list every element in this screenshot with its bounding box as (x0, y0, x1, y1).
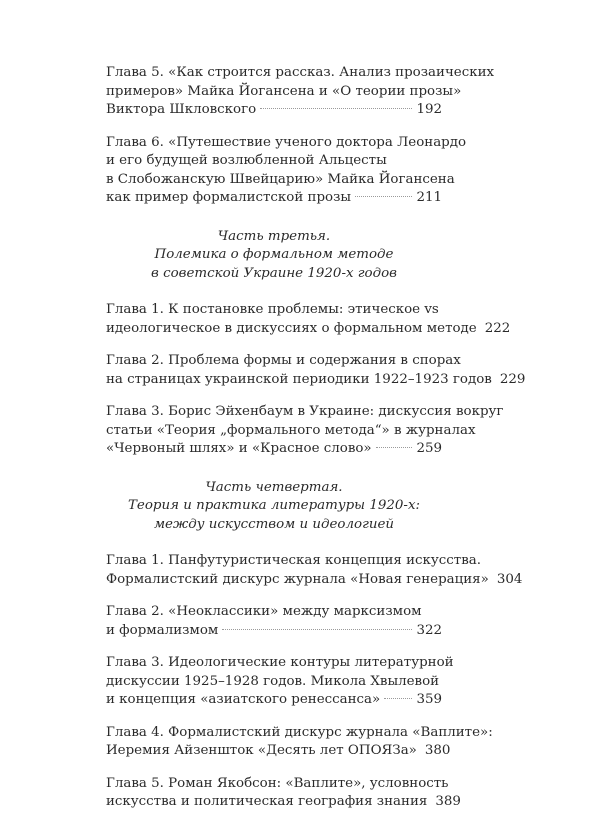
part-three-heading (106, 228, 442, 284)
dot-leader (222, 629, 412, 630)
page-number: 222 (484, 320, 511, 336)
entry-line: и формализмом (106, 622, 219, 638)
part-subtitle: Полемика о формальном методе (154, 247, 394, 262)
part-subtitle: между искусством и идеологией (153, 516, 395, 532)
entry-line: «Червоный шлях» и «Красное слово» (106, 441, 372, 456)
entry-line: Глава 5. «Как строится рассказ. Анализ прозаических (106, 65, 495, 80)
entry-line: и его будущей возлюбленной Альцесты (106, 153, 387, 168)
page-number: 229 (499, 371, 526, 387)
toc-entry-ch6-journey (106, 134, 467, 208)
page-number: 359 (416, 692, 442, 707)
part-four-heading (106, 479, 442, 535)
dot-leader (355, 196, 412, 197)
entry-line: Глава 5. Роман Якобсон: «Ваплите», условность (106, 775, 449, 791)
toc-entry-p3-ch3 (106, 403, 504, 459)
toc-entry-p3-ch1 (106, 301, 511, 338)
entry-line: Глава 6. «Путешествие ученого доктора Леонардо (106, 134, 467, 150)
entry-line: Глава 1. Панфутуристическая концепция искусства. (106, 553, 481, 568)
toc-entry-p4-ch5 (106, 775, 461, 812)
entry-line: примеров» Майка Йогансена и «О теории прозы» (106, 83, 462, 99)
entry-line: как пример формалистской прозы (106, 190, 352, 205)
entry-line: Глава 2. «Неоклассики» между марксизмом (106, 604, 422, 619)
toc-entry-p4-ch1 (106, 552, 523, 589)
part-title: Часть третья. (217, 228, 331, 244)
dot-leader (260, 108, 412, 109)
dot-leader (384, 698, 412, 699)
toc-entry-p3-ch2 (106, 352, 526, 389)
page-number: 192 (416, 102, 442, 117)
entry-line: Виктора Шкловского (106, 102, 257, 117)
entry-line: дискуссии 1925–1928 годов. Микола Хвылевой (106, 673, 440, 689)
entry-line: Иеремия Айзеншток «Десять лет ОПОЯЗа» (106, 743, 417, 758)
entry-line: Глава 3. Борис Эйхенбаум в Украине: дискуссия вокруг (106, 404, 504, 419)
toc-entry-p4-ch2 (106, 603, 442, 640)
entry-line: Глава 3. Идеологические контуры литературной (106, 655, 454, 670)
toc-entry-p4-ch4 (106, 724, 493, 761)
part-subtitle: в советской Украине 1920-х годов (151, 265, 397, 281)
toc-entry-ch5-how-story-built (106, 64, 495, 120)
page-number: 322 (416, 622, 442, 638)
dot-leader (376, 447, 413, 448)
entry-line: и концепция «азиатского ренессанса» (106, 692, 381, 707)
part-subtitle: Теория и практика литературы 1920-х: (127, 498, 421, 513)
entry-line: Глава 2. Проблема формы и содержания в спорах (106, 353, 461, 368)
entry-line: Глава 4. Формалистский дискурс журнала «Ваплите»: (106, 724, 493, 740)
entry-line: статьи «Теория „формального метода“» в журналах (106, 422, 476, 438)
page-number: 389 (435, 794, 461, 809)
entry-line: идеологическое в дискуссиях о формальном методе (106, 320, 477, 336)
entry-line: на страницах украинской периодики 1922–1923 годов (106, 371, 492, 387)
toc-entry-p4-ch3 (106, 654, 454, 710)
entry-line: Глава 1. К постановке проблемы: этическое vs (106, 302, 439, 317)
table-of-contents (106, 64, 526, 826)
entry-line: Формалистский дискурс журнала «Новая генерация» (106, 571, 489, 587)
page-number: 211 (416, 190, 442, 205)
part-title: Часть четвертая. (205, 479, 343, 495)
entry-line: искусства и политическая география знания (106, 794, 428, 809)
entry-line: в Слобожанскую Швейцарию» Майка Йогансена (106, 171, 455, 187)
page-number: 259 (416, 441, 442, 456)
page-number: 304 (496, 571, 523, 587)
page-number: 380 (424, 743, 451, 758)
